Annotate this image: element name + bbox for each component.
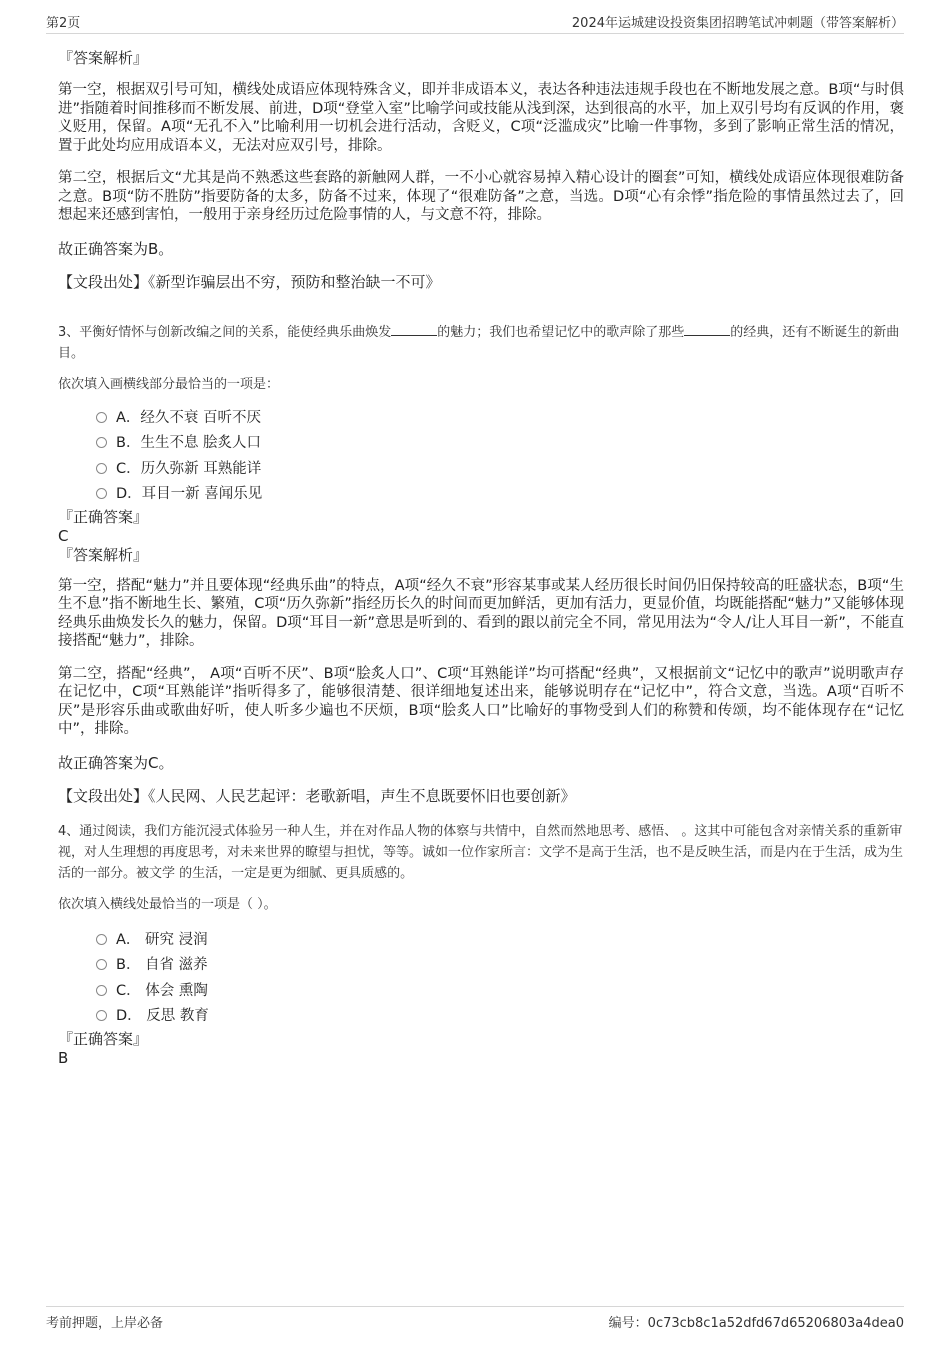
q3-blank-2 <box>684 335 730 336</box>
q3-conclusion: 故正确答案为C。 <box>58 753 174 772</box>
q2-analysis-p2: 第二空，根据后文“尤其是尚不熟悉这些套路的新触网人群，一不小心就容易掉入精心设计的圈套”可知，横线处成语应体现很难防备之意。B项“防不胜防”指要防备的太多，防备不过来，体现了“很难防备”之意，当选。D项“心有余悸”指危险的事情虽然过去了，回想起来还感到害怕，一般用于亲身经历过危险事情的人，与文意不符，排除。 <box>58 170 904 223</box>
page-content <box>58 48 904 1068</box>
q3-correct-label: 『正确答案』 <box>58 507 149 526</box>
q3-option-b[interactable]: B．生生不息 脍炙人口 <box>96 431 904 457</box>
radio-icon[interactable] <box>96 488 107 499</box>
radio-icon[interactable] <box>96 985 107 996</box>
q3-prompt: 依次填入画横线部分最恰当的一项是： <box>58 376 280 392</box>
page-number: 第2页 <box>46 16 81 31</box>
q2-conclusion: 故正确答案为B。 <box>58 239 174 258</box>
q4-options <box>96 928 904 1030</box>
q3-correct-answer: C <box>58 526 69 545</box>
q2-source: 【文段出处】《新型诈骗层出不穷，预防和整治缺一不可》 <box>58 272 441 291</box>
q3-option-c[interactable]: C．历久弥新 耳熟能详 <box>96 457 904 483</box>
q4-option-a[interactable]: A． 研究 浸润 <box>96 928 904 954</box>
q4-option-d[interactable]: D． 反思 教育 <box>96 1004 904 1030</box>
radio-icon[interactable] <box>96 412 107 423</box>
radio-icon[interactable] <box>96 1010 107 1021</box>
q2-analysis-label: 『答案解析』 <box>58 49 149 67</box>
q3-source: 【文段出处】《人民网、人民艺起评：老歌新唱，声生不息既要怀旧也要创新》 <box>58 786 576 805</box>
radio-icon[interactable] <box>96 959 107 970</box>
radio-icon[interactable] <box>96 934 107 945</box>
document-serial: 编号：0c73cb8c1a52dfd67d65206803a4dea0 <box>608 1316 904 1331</box>
footer-divider <box>46 1306 904 1307</box>
q4-correct-answer: B <box>58 1048 69 1067</box>
q4-correct-label: 『正确答案』 <box>58 1029 149 1048</box>
document-title: 2024年运城建设投资集团招聘笔试冲刺题（带答案解析） <box>571 16 904 31</box>
q2-analysis-p1: 第一空，根据双引号可知，横线处成语应体现特殊含义，即并非成语本义，表达各种违法违规手段也在不断地发展之意。B项“与时俱进”指随着时间推移而不断发展、前进，D项“登堂入室”比喻学问或技能从浅到深，达到很高的水平，加上双引号均有反讽的作用，褒义贬用，保留。A项“无孔不入”比喻利用一切机会进行活动，含贬义，C项“泛滥成灾”比喻一件事物，多到了影响正常生活的情况，置于此处均应用成语本义，无法对应双引号，排除。 <box>58 82 904 154</box>
q4-option-c[interactable]: C． 体会 熏陶 <box>96 979 904 1005</box>
q3-options <box>96 406 904 508</box>
q3-analysis-p1: 第一空，搭配“魅力”并且要体现“经典乐曲”的特点，A项“经久不衰”形容某事或某人经历很长时间仍旧保持较高的旺盛状态，B项“生生不息”指不断地生长、繁殖，C项“历久弥新”指经历长久的时间而更加鲜活，更加有活力，更显价值，均既能搭配“魅力”又能够体现经典乐曲焕发长久的魅力，保留。D项“耳目一新”意思是听到的、看到的跟以前完全不同，常见用法为“令人/让人耳目一新”，不能直接搭配“魅力”，排除。 <box>58 577 904 649</box>
radio-icon[interactable] <box>96 437 107 448</box>
q3-blank-1 <box>391 335 437 336</box>
footer-slogan: 考前押题，上岸必备 <box>46 1316 164 1331</box>
q4-stem: 4、通过阅读，我们方能沉浸式体验另一种人生，并在对作品人物的体察与共情中，自然而然地思考、感悟、 。这其中可能包含对亲情关系的重新审视，对人生理想的再度思考，对未来世界的瞭望与担忧，等等。诚如一位作家所言：文学不是高于生活，也不是反映生活，而是内在于生活，成为生活的一部分。被文学 的生活，一定是更为细腻、更具质感的。 <box>58 823 904 881</box>
page-header <box>46 12 904 32</box>
q3-analysis-p2: 第二空，搭配“经典”， A项“百听不厌”、B项“脍炙人口”、C项“耳熟能详”均可搭配“经典”，又根据前文“记忆中的歌声”说明歌声存在记忆中，C项“耳熟能详”指听得多了，能够很清楚、很详细地复述出来，能够说明存在“记忆中”，符合文意，当选。A项“百听不厌”是形容乐曲或歌曲好听，使人听多少遍也不厌烦，B项“脍炙人口”比喻好的事物受到人们的称赞和传颂，均不能体现存在“记忆中”，排除。 <box>58 665 904 737</box>
q3-option-a[interactable]: A．经久不衰 百听不厌 <box>96 406 904 432</box>
q3-analysis-label: 『答案解析』 <box>58 545 149 564</box>
q4-prompt: 依次填入横线处最恰当的一项是（ ）。 <box>58 896 277 912</box>
radio-icon[interactable] <box>96 463 107 474</box>
header-divider <box>46 33 904 34</box>
q3-stem: 3、平衡好情怀与创新改编之间的关系，能使经典乐曲焕发 的魅力；我们也希望记忆中的歌声除了那些 的经典，还有不断诞生的新曲目。 <box>58 324 900 361</box>
q3-option-d[interactable]: D．耳目一新 喜闻乐见 <box>96 482 904 508</box>
q4-option-b[interactable]: B． 自省 滋养 <box>96 953 904 979</box>
